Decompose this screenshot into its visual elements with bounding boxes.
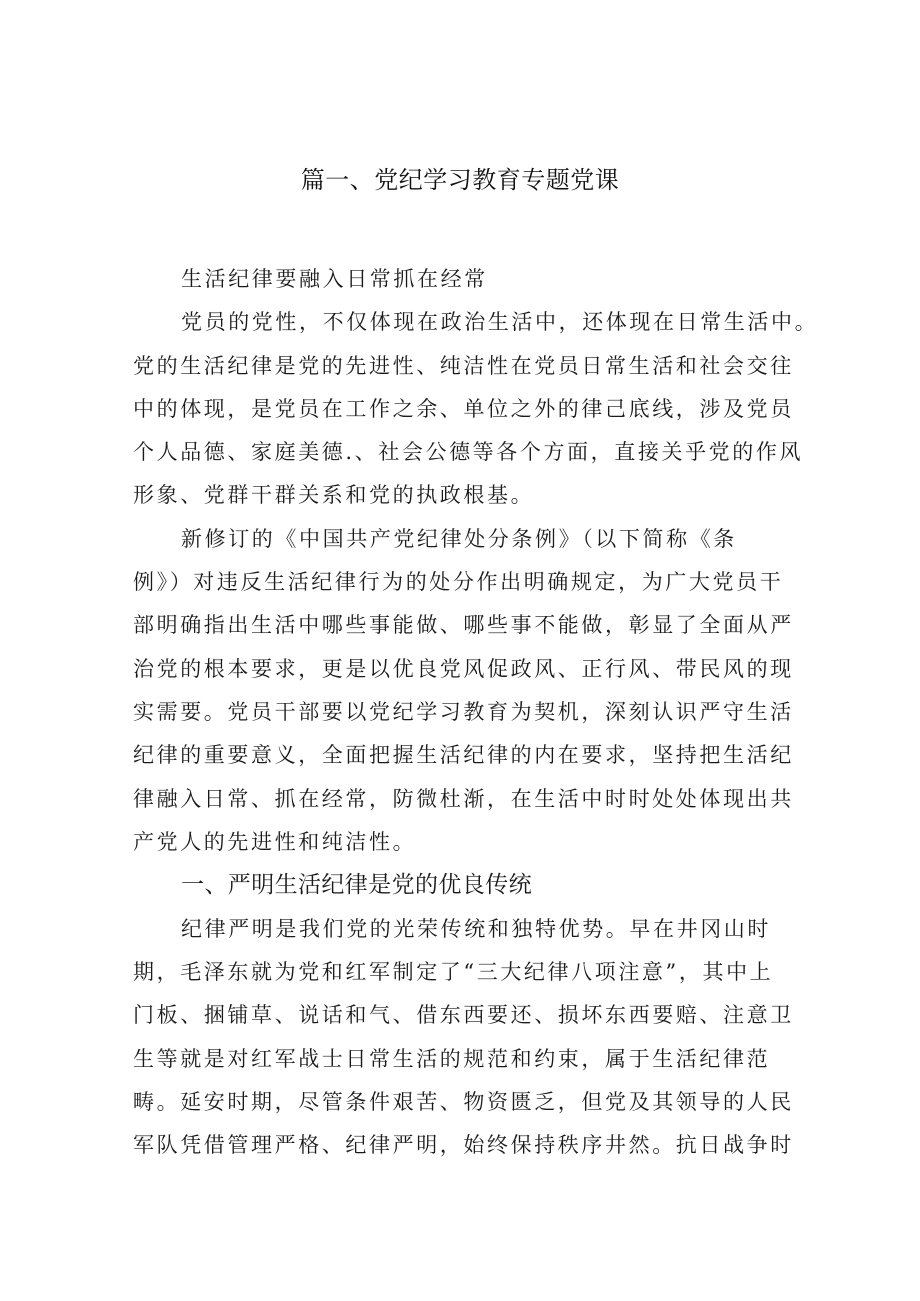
paragraph-line: 党的生活纪律是党的先进性、纯洁性在党员日常生活和社会交往 — [133, 354, 794, 378]
paragraph-line: 纪律严明是我们党的光荣传统和独特优势。早在井冈山时 — [181, 917, 771, 941]
paragraph-line: 党员的党性，不仅体现在政治生活中，还体现在日常生活中。 — [181, 310, 819, 334]
paragraph-line: 形象、党群干群关系和党的执政根基。 — [133, 483, 535, 507]
section-heading: 一、严明生活纪律是党的优良传统 — [181, 872, 532, 898]
paragraph-line: 部明确指出生活中哪些事能做、哪些事不能做，彰显了全面从严 — [133, 613, 794, 637]
paragraph-line: 纪律的重要意义，全面把握生活纪律的内在要求，坚持把生活纪 — [133, 743, 794, 767]
paragraph-line: 门板、捆铺草、说话和气、借东西要还、损坏东西要赔、注意卫 — [133, 1003, 794, 1027]
document-title: 篇一、党纪学习教育专题党课 — [300, 166, 620, 194]
paragraph-line: 新修订的《中国共产党纪律处分条例》（以下简称《条 — [181, 527, 737, 551]
paragraph-line: 治党的根本要求，更是以优良党风促政风、正行风、带民风的现 — [133, 657, 794, 681]
paragraph-line: 期，毛泽东就为党和红军制定了“三大纪律八项注意”，其中上 — [133, 960, 774, 984]
paragraph-line: 生活纪律要融入日常抓在经常 — [181, 267, 488, 291]
paragraph-line: 畴。延安时期，尽管条件艰苦、物资匮乏，但党及其领导的人民 — [133, 1090, 794, 1114]
paragraph-line: 产党人的先进性和纯洁性。 — [133, 830, 417, 854]
paragraph-line: 中的体现，是党员在工作之余、单位之外的律己底线，涉及党员 — [133, 397, 794, 421]
paragraph-line: 个人品德、家庭美德.、社会公德等各个方面，直接关乎党的作风 — [133, 440, 804, 464]
paragraph-line: 军队凭借管理严格、纪律严明，始终保持秩序井然。抗日战争时 — [133, 1133, 794, 1157]
paragraph-line: 实需要。党员干部要以党纪学习教育为契机，深刻认识严守生活 — [133, 700, 794, 724]
paragraph-line: 生等就是对红军战士日常生活的规范和约束，属于生活纪律范 — [133, 1047, 771, 1071]
paragraph-line: 律融入日常、抓在经常，防微杜渐，在生活中时时处处体现出共 — [133, 787, 794, 811]
paragraph-line: 例》）对违反生活纪律行为的处分作出明确规定，为广大党员干 — [133, 570, 784, 594]
